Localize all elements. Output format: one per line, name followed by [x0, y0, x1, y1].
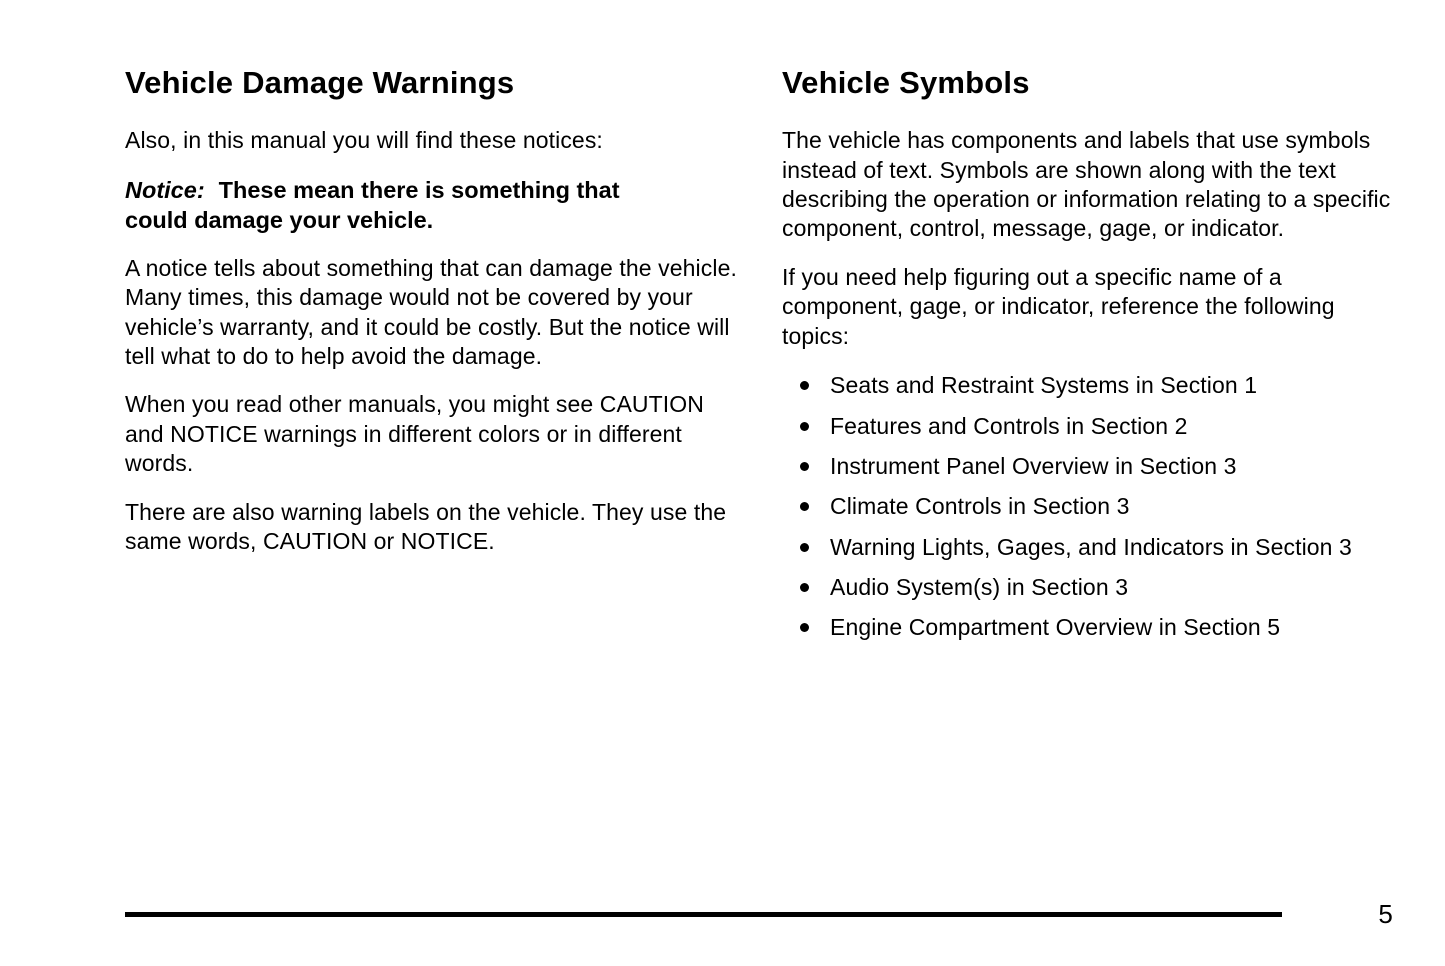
list-item: Climate Controls in Section 3	[782, 491, 1394, 521]
footer-rule	[125, 912, 1282, 917]
list-item: Features and Controls in Section 2	[782, 411, 1394, 441]
left-paragraph-2: When you read other manuals, you might see CAUTION and NOTICE warnings in different colors or in different words.	[125, 391, 704, 477]
page-number: 5	[1378, 899, 1393, 929]
list-item: Warning Lights, Gages, and Indicators in Section 3	[782, 532, 1394, 562]
topic-list	[782, 370, 1394, 643]
left-paragraph-3: There are also warning labels on the vehicle. They use the same words, CAUTION or NOTICE.	[125, 498, 727, 555]
notice-text: These mean there is something that could damage your vehicle.	[125, 176, 620, 233]
left-column	[125, 66, 743, 576]
right-paragraph-2: If you need help figuring out a specific name of a component, gage, or indicator, reference the following topics:	[782, 263, 1335, 349]
notice-paragraph	[125, 175, 670, 235]
left-intro-paragraph: Also, in this manual you will find these notices:	[125, 127, 603, 154]
list-item: Engine Compartment Overview in Section 5	[782, 612, 1394, 642]
right-column	[782, 66, 1394, 653]
heading-vehicle-symbols: Vehicle Symbols	[782, 65, 1030, 100]
heading-vehicle-damage-warnings: Vehicle Damage Warnings	[125, 65, 515, 100]
list-item: Audio System(s) in Section 3	[782, 572, 1394, 602]
notice-label: Notice:	[125, 176, 205, 203]
left-paragraph-1: A notice tells about something that can damage the vehicle. Many times, this damage would not be covered by your vehicle’s warranty, and it could be costly. But the notice will tell what to do to help avoid the damage.	[125, 254, 737, 369]
right-paragraph-1: The vehicle has components and labels that use symbols instead of text. Symbols are shown along with the text describing the operation or information relating to a specific component, control, message, gage, or indicator.	[782, 127, 1391, 242]
list-item: Seats and Restraint Systems in Section 1	[782, 370, 1394, 400]
list-item: Instrument Panel Overview in Section 3	[782, 451, 1394, 481]
